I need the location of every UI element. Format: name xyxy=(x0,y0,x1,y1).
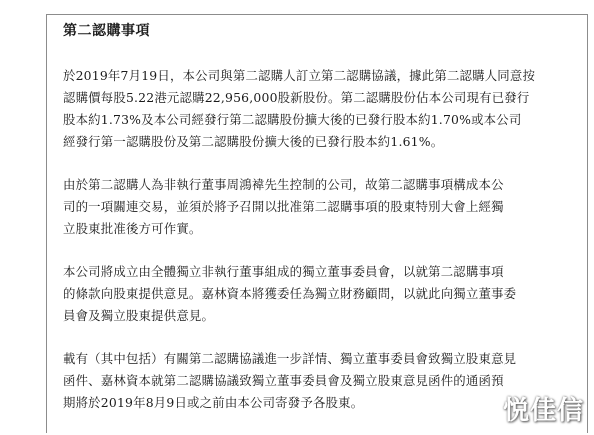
paragraph-connected-transaction xyxy=(63,174,577,240)
paragraph-line: 本公司將成立由全體獨立非執行董事組成的獨立董事委員會，以就第二認購事項 xyxy=(63,264,504,279)
document-content xyxy=(63,21,577,435)
paragraph-line: 立股東批准後方可作實。 xyxy=(63,221,202,236)
paragraph-line: 經發行第一認購股份及第二認購股份擴大後的已發行股本約1.61%。 xyxy=(63,134,444,149)
section-heading: 第二認購事項 xyxy=(63,23,150,39)
paragraph-line: 函件、嘉林資本就第二認購協議致獨立董事委員會及獨立股東意見函件的通函預 xyxy=(63,373,504,388)
paragraph-line: 股本約1.73%及本公司經發行第二認購股份擴大後的已發行股本約1.70%或本公司 xyxy=(63,112,522,127)
paragraph-line: 期將於2019年8月9日或之前由本公司寄發予各股東。 xyxy=(63,395,364,410)
paragraph-subscription-terms xyxy=(63,65,577,153)
paragraph-circular xyxy=(63,348,577,414)
paragraph-line: 員會及獨立股東提供意見。 xyxy=(63,308,215,323)
paragraph-independent-committee xyxy=(63,261,577,327)
paragraph-line: 司的一項關連交易，並須於將予召開以批准第二認購事項的股東特別大會上經獨 xyxy=(63,199,504,214)
paragraph-line: 的條款向股東提供意見。嘉林資本將獲委任為獨立財務顧問，以就此向獨立董事委 xyxy=(63,286,517,301)
paragraph-line: 認購價每股5.22港元認購22,956,000股新股份。第二認購股份佔本公司現有已發行 xyxy=(63,90,530,105)
document-frame xyxy=(46,14,588,433)
paragraph-line: 由於第二認購人為非執行董事周鴻褘先生控制的公司，故第二認購事項構成本公 xyxy=(63,177,504,192)
paragraph-line: 於2019年7月19日，本公司與第二認購人訂立第二認購協議，據此第二認購人同意按 xyxy=(63,68,536,83)
watermark-logo: 悦佳信 xyxy=(502,396,584,426)
paragraph-line: 載有（其中包括）有關第二認購協議進一步詳情、獨立董事委員會致獨立股東意見 xyxy=(63,351,517,366)
